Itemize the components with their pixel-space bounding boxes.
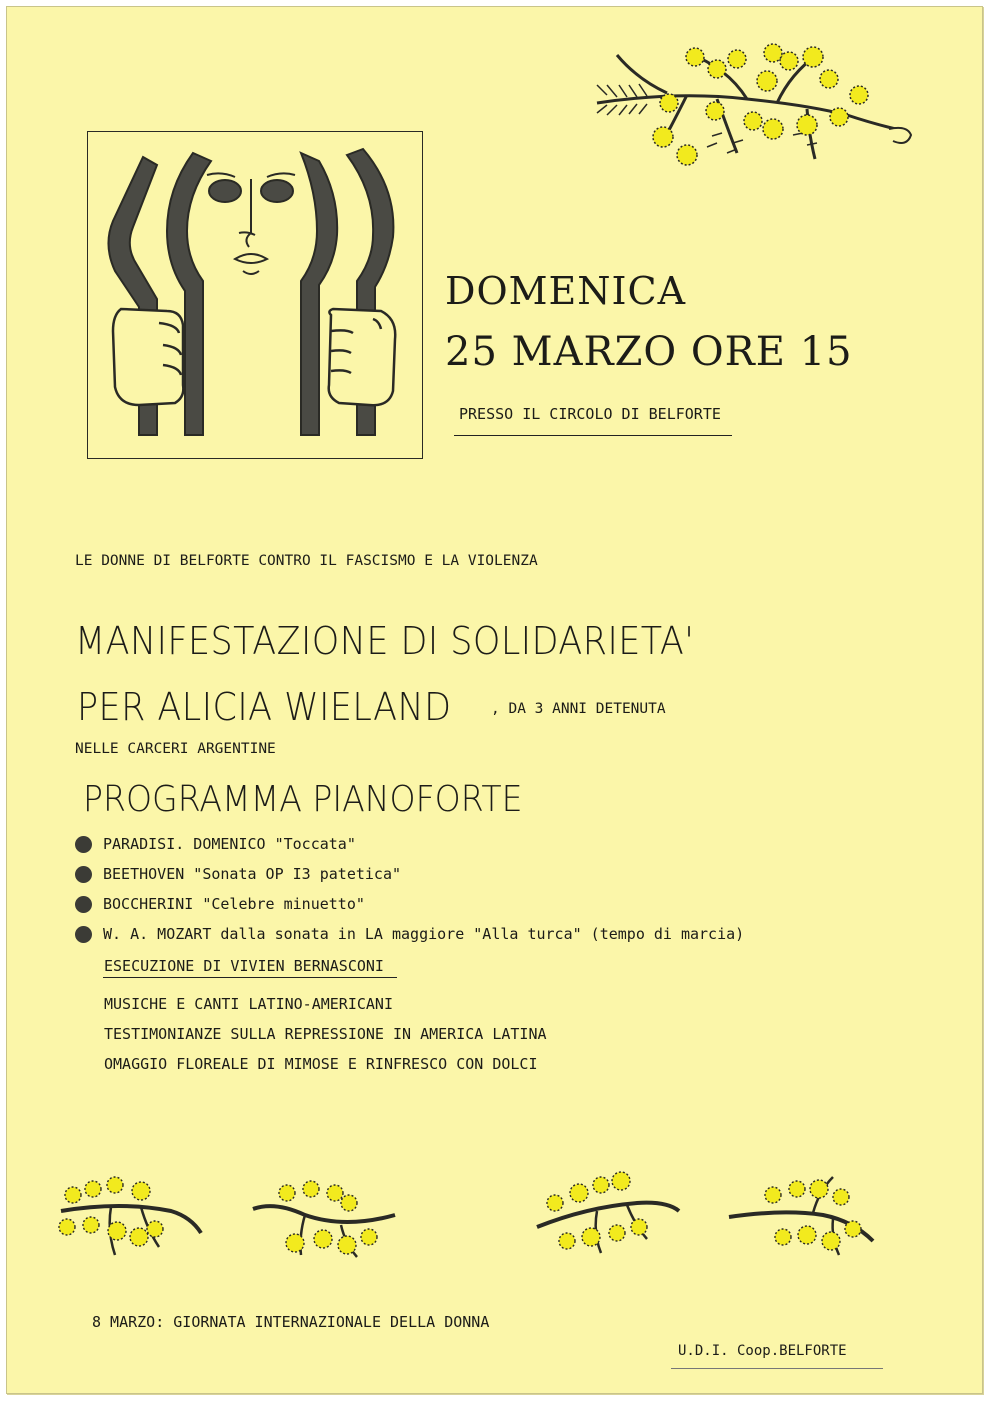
round-bullet-icon: [75, 896, 92, 913]
performer: ESECUZIONE DI VIVIEN BERNASCONI: [104, 957, 384, 975]
flyer-page: [6, 6, 983, 1394]
venue-underline: [454, 435, 732, 436]
program-item: BEETHOVEN "Sonata OP I3 patetica": [103, 865, 402, 883]
mimosa-branch-icon: [51, 1167, 211, 1267]
headline-line-2-tail: , DA 3 ANNI DETENUTA: [491, 701, 666, 717]
headline-line-1: MANIFESTAZIONE DI SOLIDARIETA': [75, 619, 695, 663]
program-item: PARADISI. DOMENICO "Toccata": [103, 835, 356, 853]
woman-face-behind-bars-icon: [91, 135, 417, 453]
mimosa-branch-icon: [577, 33, 922, 183]
performer-underline: [103, 977, 397, 978]
event-day: DOMENICA: [445, 269, 687, 313]
headline-line-3: NELLE CARCERI ARGENTINE: [75, 741, 276, 757]
headline-line-2: PER ALICIA WIELAND: [77, 685, 452, 729]
event-date-time: 25 MARZO ORE 15: [445, 329, 853, 375]
footer-underline: [671, 1368, 883, 1369]
mimosa-branch-icon: [245, 1173, 405, 1273]
program-title: PROGRAMMA PIANOFORTE: [83, 779, 523, 820]
round-bullet-icon: [75, 836, 92, 853]
round-bullet-icon: [75, 866, 92, 883]
program-item: BOCCHERINI "Celebre minuetto": [103, 895, 365, 913]
footer-organizer: U.D.I. Coop.BELFORTE: [678, 1343, 847, 1359]
mimosa-branch-icon: [723, 1167, 883, 1267]
round-bullet-icon: [75, 926, 92, 943]
extra-item: TESTIMONIANZE SULLA REPRESSIONE IN AMERICA LATINA: [104, 1025, 547, 1043]
event-venue: PRESSO IL CIRCOLO DI BELFORTE: [459, 405, 721, 423]
extra-item: MUSICHE E CANTI LATINO-AMERICANI: [104, 995, 393, 1013]
extra-item: OMAGGIO FLOREALE DI MIMOSE E RINFRESCO CON DOLCI: [104, 1055, 538, 1073]
mimosa-branch-icon: [527, 1167, 687, 1267]
program-item: W. A. MOZART dalla sonata in LA maggiore "Alla turca" (tempo di marcia): [103, 925, 745, 943]
subtitle: LE DONNE DI BELFORTE CONTRO IL FASCISMO E LA VIOLENZA: [75, 553, 538, 569]
footer-womens-day: 8 MARZO: GIORNATA INTERNAZIONALE DELLA DONNA: [92, 1313, 490, 1331]
